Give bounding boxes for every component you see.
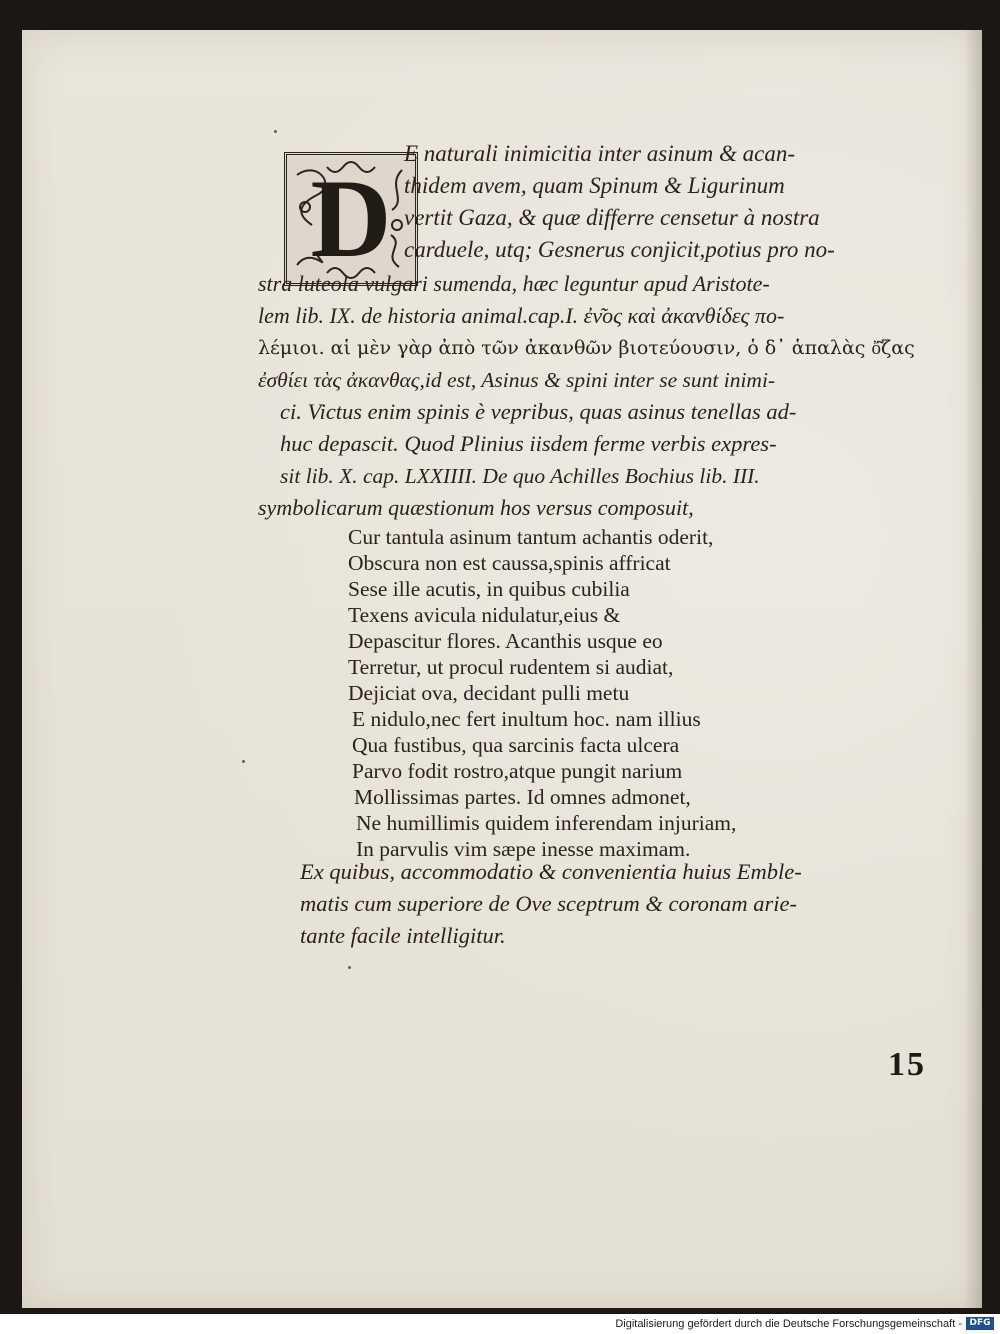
verse-line: Obscura non est caussa,spinis affricat [348, 551, 671, 575]
paper-speck [348, 966, 351, 969]
verse-line: Texens avicula nidulatur,eius & [348, 603, 621, 627]
closing-line: Ex quibus, accommodatio & convenientia huius Emble- [300, 859, 802, 884]
dfg-logo-icon: DFG [966, 1317, 994, 1330]
verse-line: Ne humillimis quidem inferendam injuriam, [356, 811, 737, 835]
verse-line: Dejiciat ova, decidant pulli metu [348, 681, 630, 705]
prose-line: stra luteola vulgari sumenda, hæc leguntur apud Aristote- [258, 271, 770, 296]
page-number: 15 [888, 1046, 926, 1083]
greek-line: λέμιοι. αἱ μὲν γὰρ ἀπὸ τῶν ἀκανθῶν βιοτεύουσιν, ὁ δ᾽ ἁπαλὰς ὄ͂ζας [258, 337, 915, 359]
prose-line: ἐσθίει τὰς ἀκανθας,id est, Asinus & spini inter se sunt inimi- [258, 368, 776, 392]
prose-line: lem lib. IX. de historia animal.cap.I. ἐν͂ος καὶ ἀκανθίδες πο- [258, 303, 785, 328]
paper-speck [274, 130, 277, 133]
footer-credit: Digitalisierung gefördert durch die Deutsche Forschungsgemeinschaft - [615, 1318, 962, 1330]
verse-line: Cur tantula asinum tantum achantis oderit, [348, 525, 714, 549]
digitization-footer [0, 1314, 1000, 1334]
prose-line: sit lib. X. cap. LXXIIII. De quo Achilles Bochius lib. III. [280, 464, 760, 488]
verse-line: Mollissimas partes. Id omnes admonet, [354, 785, 691, 809]
prose-line: huc depascit. Quod Plinius iisdem ferme verbis expres- [280, 431, 777, 456]
prose-line: E naturali inimicitia inter asinum & acan- [404, 141, 795, 166]
prose-line: thidem avem, quam Spinum & Ligurinum [404, 173, 785, 198]
closing-line: tante facile intelligitur. [300, 923, 506, 948]
verse-line: Sese ille acutis, in quibus cubilia [348, 577, 630, 601]
verse-line: Terretur, ut procul rudentem si audiat, [348, 655, 674, 679]
page-edge-shadow [964, 30, 982, 1308]
prose-line: vertit Gaza, & quæ differre censetur à nostra [404, 205, 820, 230]
verse-line: Depascitur flores. Acanthis usque eo [348, 629, 663, 653]
prose-line: carduele, utq; Gesnerus conjicit,potius pro no- [404, 237, 835, 262]
verse-line: E nidulo,nec fert inultum hoc. nam illius [352, 707, 701, 731]
paper-speck [242, 760, 245, 763]
prose-line: symbolicarum quæstionum hos versus composuit, [258, 495, 694, 520]
book-page [22, 30, 982, 1308]
closing-line: matis cum superiore de Ove sceptrum & coronam arie- [300, 891, 797, 916]
verse-line: Parvo fodit rostro,atque pungit narium [352, 759, 683, 783]
decorated-initial [284, 152, 418, 286]
prose-line: ci. Victus enim spinis è vepribus, quas asinus tenellas ad- [280, 399, 797, 424]
drop-cap-letter: D [310, 157, 392, 281]
verse-line: Qua fustibus, qua sarcinis facta ulcera [352, 733, 680, 757]
verse-line: In parvulis vim sæpe inesse maximam. [356, 837, 691, 861]
